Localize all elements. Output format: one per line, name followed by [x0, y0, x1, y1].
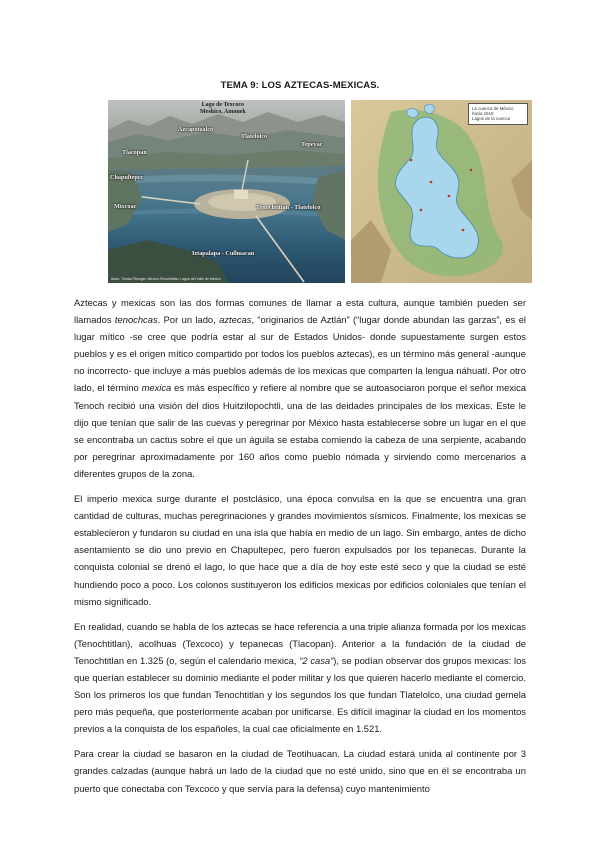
italic-run: aztecas	[219, 314, 252, 326]
photo-credit: Autor: Tomás Filsinger. Mexico-Tenochtitlan. Lagos del Valle de México	[111, 277, 221, 281]
paragraph	[74, 294, 526, 482]
italic-run: “2 casa”	[299, 654, 334, 666]
map-title-line1: La cuenca de México	[472, 106, 514, 111]
lake-texcoco-illustration	[108, 100, 345, 283]
body-text	[74, 294, 526, 805]
paragraph	[74, 490, 526, 610]
figures-row	[108, 100, 532, 283]
text-run: , “originarios de Aztlán” (“lugar donde abundan las garzas”, es el lugar mítico -se cree que podría estar al sur de Estados Unidos- donde supuestamente surgen estos pueblos y es el origen mítico compartido por todos los pueblos aztecas), es un término más general -aunque no incorrecto- que incluye a más pueblos además de los mexicas que comparten la lengua náhuatl. Por otro lado, el término	[74, 314, 526, 394]
label-chapultepec: Chapultepec	[110, 174, 144, 181]
paragraph	[74, 618, 526, 738]
text-run: Para crear la ciudad se basaron en la ciudad de Teotihuacan. La ciudad estará unida al continente por 3 grandes calzadas (aunque habrá un lado de la ciudad que no esté unido, sino que en él se encontraba un puerto que conectaba con Texcoco y que servía para la defensa) cuyo mantenimiento	[74, 748, 526, 794]
label-iztapalapa: Iztapalapa - Culhuacan	[192, 250, 255, 257]
text-run: es más específico y refiere al nombre que se autoasociaron porque el señor mexica Tenoch recibió una visión del dios Huitzilopochtli, una de las deidades principales de los mexicas. Este le dijo que tenían que salir de las cuevas y peregrinar por México hasta establecerse sobre un lugar en el que se encontraba un cactus sobre el que un águila se estaba comiendo la cabeza de una serpiente, acabando por peregrinar aproximadamente por 160 años como pueblo nómada y sirviendo como mercenarios a diferentes grupos de la zona.	[74, 382, 526, 479]
label-tepeyac: Tepeyac	[301, 141, 323, 148]
map-title-line3: Lagos de la cuenca	[472, 116, 511, 122]
text-run: El imperio mexica surge durante el postclásico, una época convulsa en la que se encuentra una gran cantidad de culturas, muchas peregrinaciones y grandes movimientos sísmicos. Finalmente, los mexicas se establecieron y fundaron su ciudad en una isla que había en medio de un lago. Sin embargo, antes de dicho asentamiento se dio uno previo en Chapultepec, pero fueron expulsados por los tepanecas. Durante la conquista colonial se drenó el lago, lo que hace que a día de hoy este esté seco y que la ciudad se esté hundiendo poco a poco. Los colonos sustituyeron los edificios mexicas por edificios coloniales que tenían el mismo significado.	[74, 493, 526, 607]
page-title: TEMA 9: LOS AZTECAS-MEXICAS.	[220, 80, 380, 91]
label-tlatelolco: Tlatelolco	[241, 133, 268, 140]
label-mixcoac: Mixcoac	[114, 203, 137, 210]
label-tenochtitlan: Tenochtitlan - Tlatelolco	[256, 204, 321, 211]
map-art	[351, 100, 532, 283]
basin-of-mexico-map	[351, 100, 532, 283]
text-run: Aztecas y mexicas son las dos formas comunes de llamar a esta cultura, aunque también pueden ser llamados	[74, 297, 526, 326]
text-run: ), se podían observar dos grupos mexicas: los que querían establecer su dominio mediante el poder militar y los que quieren hacerlo mediante el comercio. Son los primeros los que fundan Tenochtitlan y los segundos los que fundan Tlatelolco, una ciudad gemela pero más pequeña, que posteriormente acaban por unificarse. Es difícil imaginar la ciudad en los momentos previos a la conquista de los españoles, la cual cae oficialmente en 1.521.	[74, 654, 526, 735]
label-azcapotzalco: Azcapotzalco	[178, 126, 214, 133]
text-run: En realidad, cuando se habla de los aztecas se hace referencia a una triple alianza formada por los mexicas (Tenochtitlan), acolhuas (Texcoco) y tepanecas (Tlacopan). Anterior a la fundación de la ciudad de Tenochtitlan en 1.325 (o, según el calendario mexica,	[74, 620, 526, 666]
map-title-line2: hacia 1519	[472, 111, 494, 117]
photo-heading-line2: Meshico, Amonek	[200, 109, 246, 115]
map-title-box	[468, 103, 528, 125]
italic-run: tenochcas	[114, 314, 158, 326]
italic-run: mexica	[141, 382, 172, 394]
text-run: . Por un lado,	[157, 314, 220, 326]
label-tlacopan: Tlacopan	[122, 149, 147, 156]
paragraph	[74, 745, 526, 796]
photo-heading-line1: Lago de Texcoco	[201, 102, 244, 108]
